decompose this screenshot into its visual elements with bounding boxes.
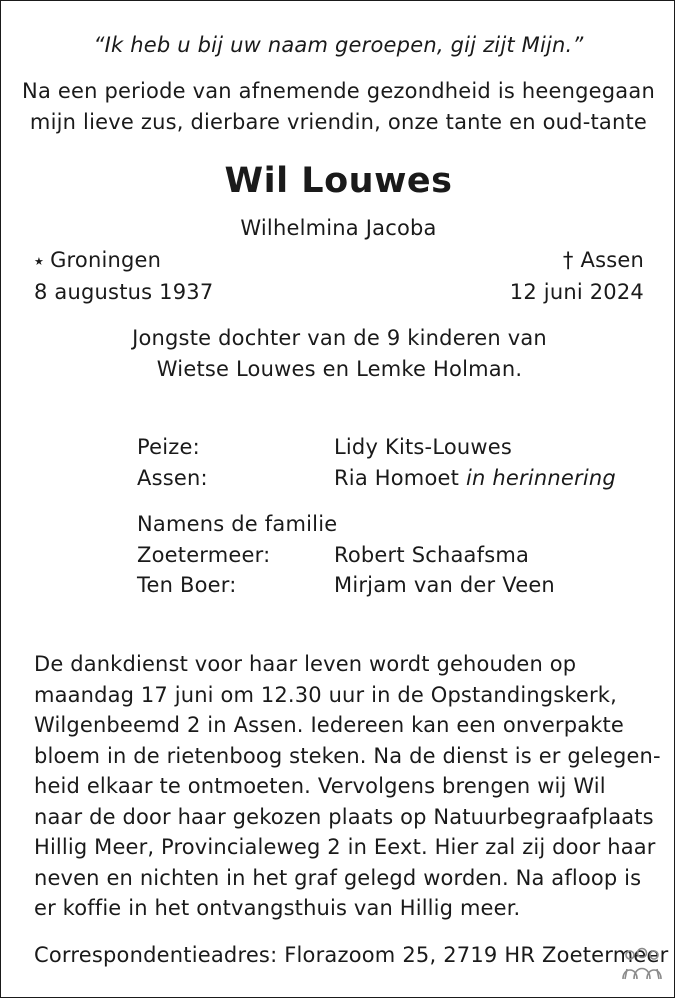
family-figures-icon bbox=[619, 945, 665, 991]
family-note-line-2: Wietse Louwes en Lemke Holman. bbox=[156, 357, 523, 381]
deceased-name: Wil Louwes bbox=[224, 161, 453, 201]
service-line: heid elkaar te ontmoeten. Vervolgens brengen wij Wil bbox=[34, 774, 606, 798]
service-line: Wilgenbeemd 2 in Assen. Iedereen kan een onverpakte bbox=[34, 713, 624, 737]
cross-icon: † bbox=[562, 248, 574, 272]
service-paragraph bbox=[34, 649, 661, 924]
intro-line-1: Na een periode van afnemende gezondheid is heengegaan bbox=[22, 79, 655, 103]
deceased-full-names: Wilhelmina Jacoba bbox=[240, 216, 437, 240]
birth-place bbox=[34, 245, 161, 277]
birth-place-label: Groningen bbox=[50, 248, 162, 272]
service-line: maandag 17 juni om 12.30 uur in de Opstandingskerk, bbox=[34, 682, 617, 707]
service-line: bloem in de rietenboog steken. Na de dienst is er gelegen- bbox=[34, 743, 661, 768]
quote: “Ik heb u bij uw naam geroepen, gij zijt Mijn.” bbox=[93, 33, 584, 57]
star-icon: ★ bbox=[34, 255, 45, 268]
family-member-name: Mirjam van der Veen bbox=[334, 573, 555, 597]
service-line: De dankdienst voor haar leven wordt gehouden op bbox=[34, 652, 577, 676]
service-line: er koffie in het ontvangsthuis van Hillig meer. bbox=[34, 896, 521, 920]
death-place-label: Assen bbox=[580, 248, 644, 272]
family-member-name: Robert Schaafsma bbox=[334, 543, 530, 567]
relative-place: Peize: bbox=[137, 435, 200, 459]
family-note-line-1: Jongste dochter van de 9 kinderen van bbox=[132, 326, 547, 350]
birth-date: 8 augustus 1937 bbox=[34, 280, 214, 304]
family-member-place: Ten Boer: bbox=[137, 573, 237, 597]
correspondence-address: Correspondentieadres: Florazoom 25, 2719 HR Zoetermeer bbox=[34, 943, 669, 967]
family-member-place: Zoetermeer: bbox=[137, 543, 271, 567]
service-line: Hillig Meer, Provincialeweg 2 in Eext. Hier zal zij door haar bbox=[34, 835, 656, 859]
relative-name: Ria Homoet bbox=[334, 466, 460, 490]
service-line: naar de door haar gekozen plaats op Natuurbegraafplaats bbox=[34, 804, 654, 829]
family-heading: Namens de familie bbox=[137, 512, 338, 536]
death-place bbox=[563, 245, 644, 275]
relative-name-with-note bbox=[334, 463, 616, 493]
service-line: neven en nichten in het graf gelegd worden. Na afloop is bbox=[34, 865, 642, 890]
intro-line-2: mijn lieve zus, dierbare vriendin, onze tante en oud-tante bbox=[29, 110, 648, 134]
relative-note: in herinnering bbox=[465, 466, 616, 490]
relative-place: Assen: bbox=[137, 466, 208, 490]
death-date: 12 juni 2024 bbox=[509, 280, 644, 304]
relative-name: Lidy Kits-Louwes bbox=[334, 435, 513, 459]
